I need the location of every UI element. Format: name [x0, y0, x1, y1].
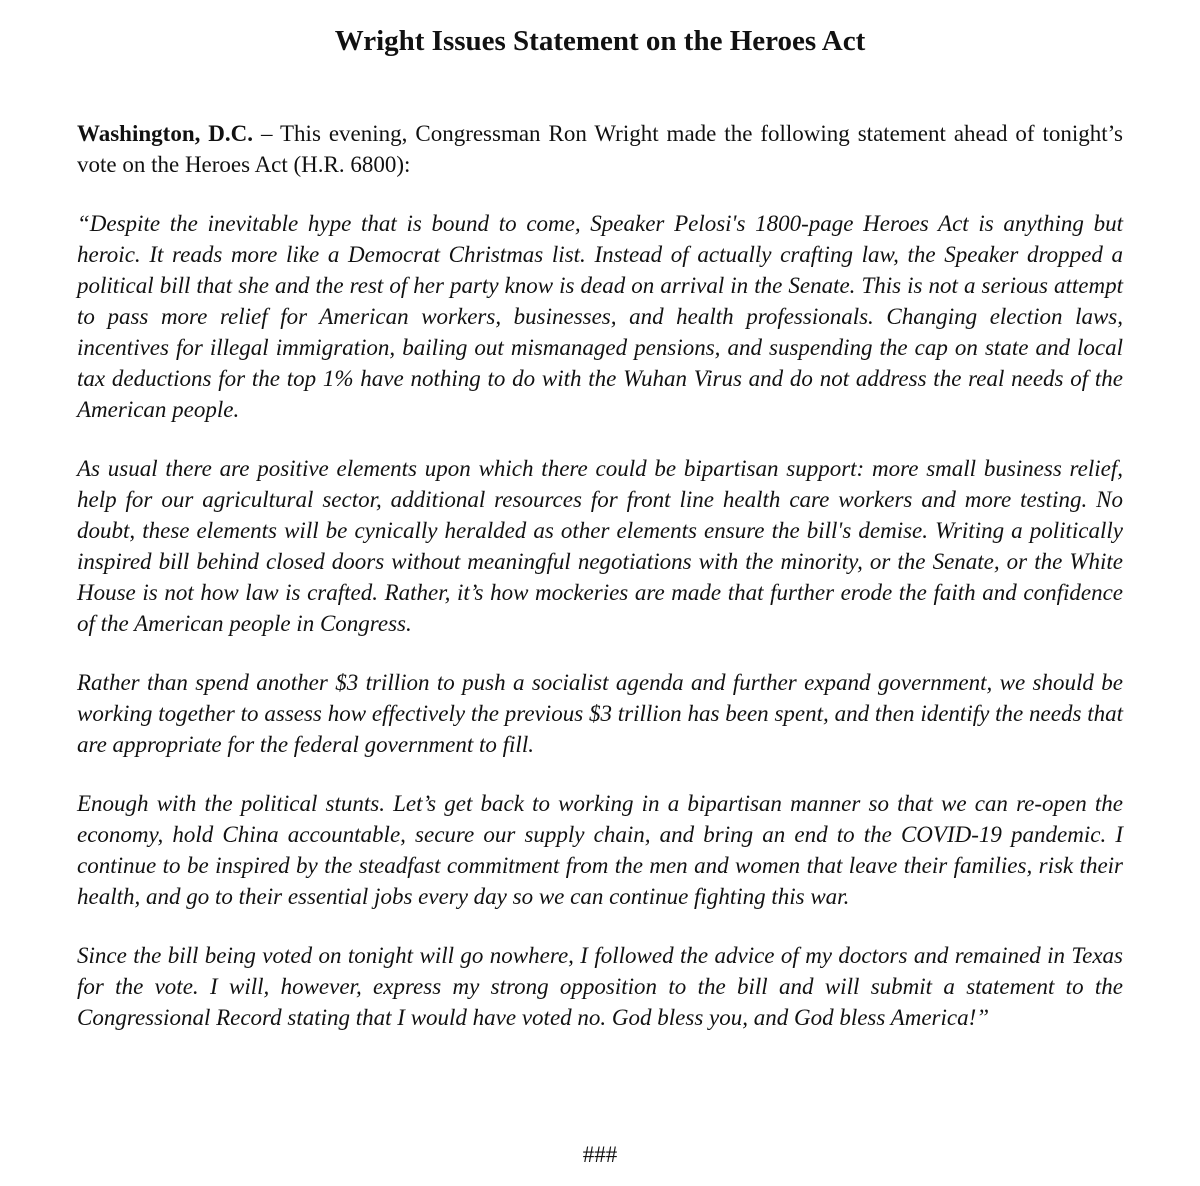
lead-paragraph: [77, 118, 1123, 180]
end-of-release-mark: ###: [582, 1142, 618, 1167]
lead-text: – This evening, Congressman Ron Wright made the following statement ahead of tonight’s vote on the Heroes Act (H.R. 6800):: [77, 121, 1124, 177]
quote-paragraph-1: “Despite the inevitable hype that is bound to come, Speaker Pelosi's 1800-page Heroes Act is anything but heroic. It reads more like a Democrat Christmas list. Instead of actually crafting law, the Speaker dropped a political bill that she and the rest of her party know is dead on arrival in the Senate. This is not a serious attempt to pass more relief for American workers, businesses, and health professionals. Changing election laws, incentives for illegal immigration, bailing out mismanaged pensions, and suspending the cap on state and local tax deductions for the top 1% have nothing to do with the Wuhan Virus and do not address the real needs of the American people.: [77, 211, 1123, 422]
quote-paragraph-5: Since the bill being voted on tonight will go nowhere, I followed the advice of my doctors and remained in Texas for the vote. I will, however, express my strong opposition to the bill and will submit a statement to the Congressional Record stating that I would have voted no. God bless you, and God bless America!”: [77, 943, 1123, 1030]
quote-paragraph-4: Enough with the political stunts. Let’s get back to working in a bipartisan manner so that we can re-open the economy, hold China accountable, secure our supply chain, and bring an end to the COVID-19 pandemic. I continue to be inspired by the steadfast commitment from the men and women that leave their families, risk their health, and go to their essential jobs every day so we can continue fighting this war.: [77, 791, 1123, 909]
document-body: [77, 118, 1123, 1061]
dateline: Washington, D.C.: [77, 121, 254, 146]
quote-paragraph-2: As usual there are positive elements upon which there could be bipartisan support: more small business relief, help for our agricultural sector, additional resources for front line health care workers and more testing. No doubt, these elements will be cynically heralded as other elements ensure the bill's demise. Writing a politically inspired bill behind closed doors without meaningful negotiations with the minority, or the Senate, or the White House is not how law is crafted. Rather, it’s how mockeries are made that further erode the faith and confidence of the American people in Congress.: [77, 456, 1123, 636]
document-title: Wright Issues Statement on the Heroes Act: [334, 25, 866, 57]
quote-paragraph-3: Rather than spend another $3 trillion to push a socialist agenda and further expand government, we should be working together to assess how effectively the previous $3 trillion has been spent, and then identify the needs that are appropriate for the federal government to fill.: [77, 670, 1123, 757]
